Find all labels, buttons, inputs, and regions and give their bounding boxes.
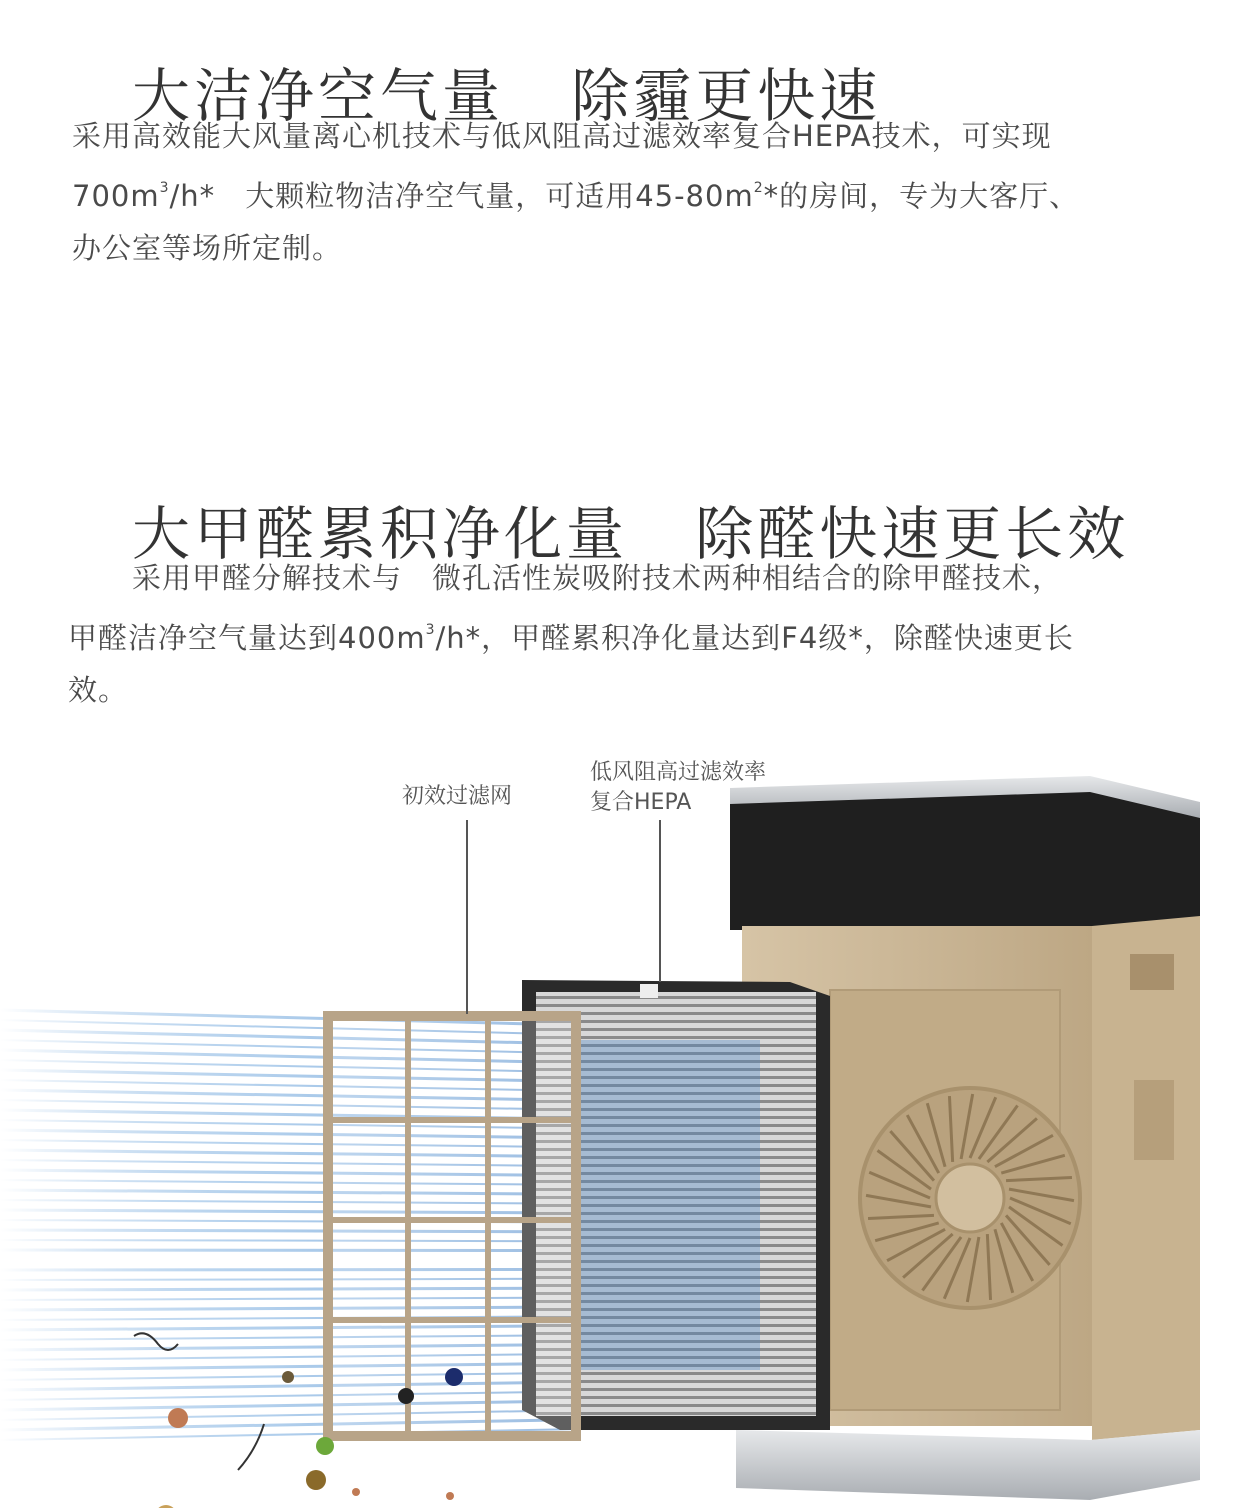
- para-line: 办公室等场所定制。: [72, 231, 343, 265]
- paragraph-formaldehyde: [68, 552, 1198, 716]
- para-line: 采用甲醛分解技术与: [132, 561, 403, 595]
- purifier-illustration: [0, 740, 1242, 1508]
- cadr-superscript: 3: [159, 180, 170, 196]
- para-line: /h*，甲醛累积净化量达到F4级*，除醛快速更长: [435, 621, 1074, 655]
- para-line: *的房间，专为大客厅、: [763, 179, 1080, 213]
- callout-prefilter: 初效过滤网: [402, 784, 513, 809]
- area-superscript: 2: [753, 180, 764, 196]
- para-line: 大颗粒物洁净空气量，可适用45-80m: [245, 179, 754, 213]
- callout-hepa: 低风阻高过滤效率 复合HEPA: [590, 760, 767, 815]
- para-line: 效。: [68, 673, 129, 707]
- cadr-unit: /h*: [169, 179, 216, 213]
- cadr-value: 700m: [72, 179, 160, 213]
- para-line: 微孔活性炭吸附技术两种相结合的除甲醛技术，: [432, 561, 1063, 595]
- cadr-superscript: 3: [425, 622, 436, 638]
- section-title-formaldehyde: 大甲醛累积净化量 除醛快速更长效: [132, 499, 1130, 568]
- para-line: 采用高效能大风量离心机技术与低风阻高过滤效率复合HEPA技术，可实现: [72, 119, 1052, 153]
- paragraph-air-volume: [72, 110, 1202, 274]
- para-line: 甲醛洁净空气量达到400m: [68, 621, 426, 655]
- section-title-air-volume: 大洁净空气量 除霾更快速: [132, 61, 882, 130]
